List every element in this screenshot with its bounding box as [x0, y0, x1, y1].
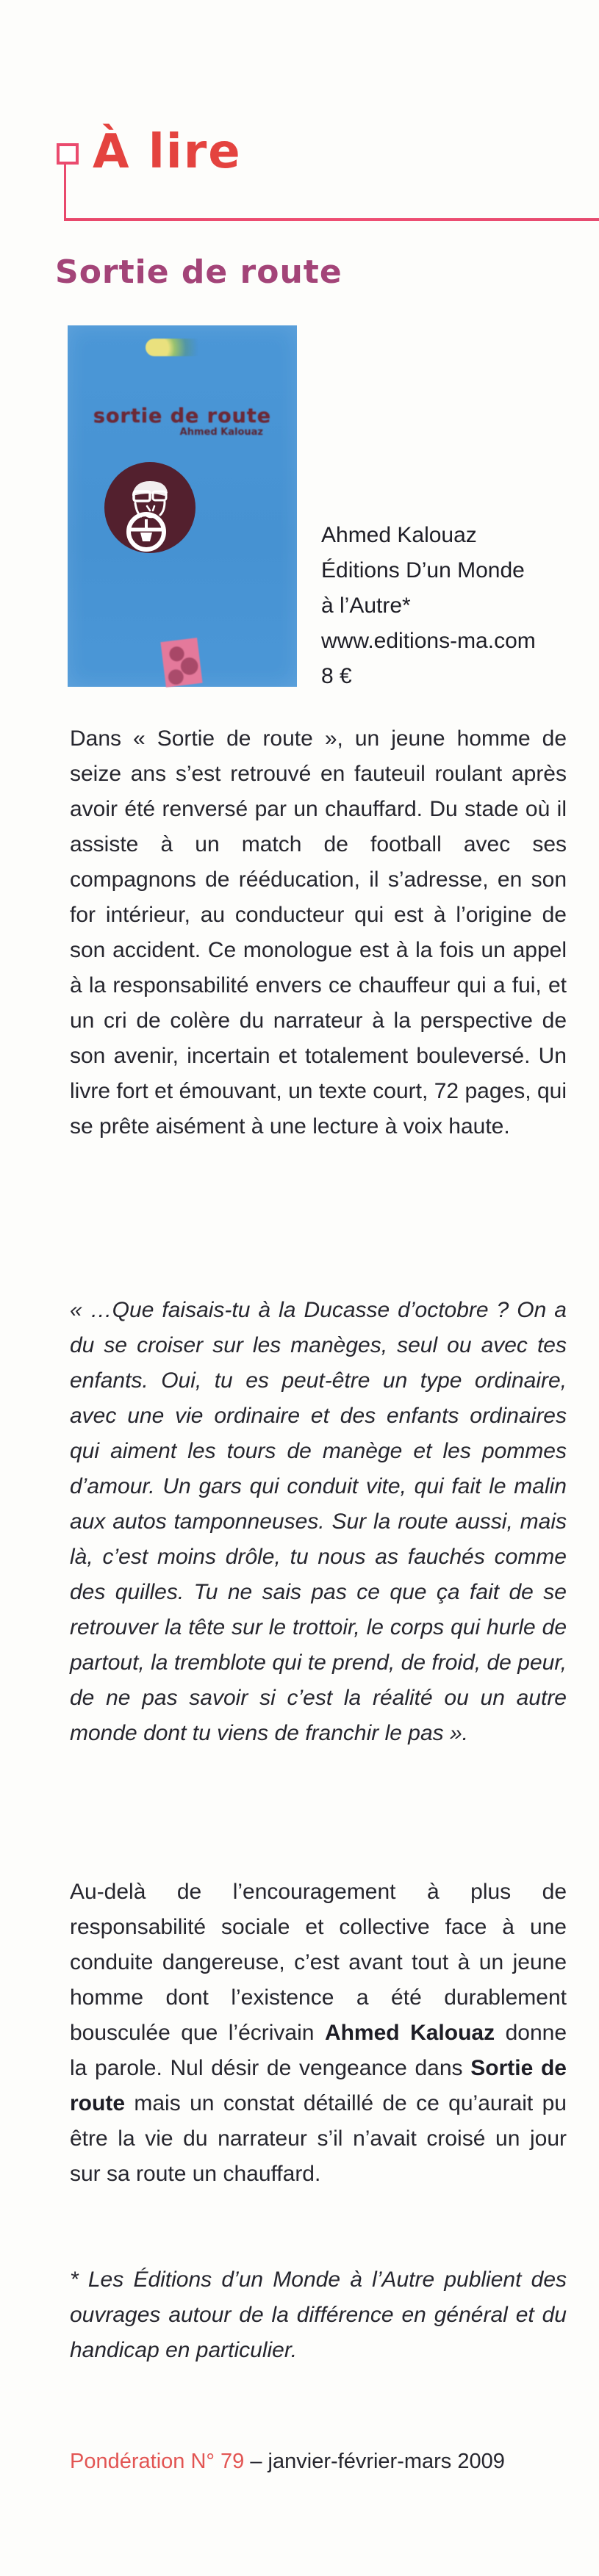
cover-title: sortie de route: [93, 405, 272, 427]
paragraph-3-tail: mais un constat détaillé de ce qu’aurait pu être la vie du narrateur s’il n’avait croisé un jour sur sa route un chauffard.: [70, 2091, 567, 2186]
paragraph-3: [70, 1875, 567, 2192]
section-rule-horizontal: [64, 218, 599, 221]
article-title: Sortie de route: [55, 253, 342, 291]
section-rule-vertical: [64, 162, 66, 220]
book-info-price: 8 €: [321, 664, 352, 688]
paragraph-1: Dans « Sortie de route », un jeune homme de seize ans s’est retrouvé en fauteuil roulant après avoir été renversé par un chauffard. Du stade où il assiste à un match de football avec ses compagnons de rééducation, il s’adresse, en son for intérieur, au conducteur qui est à l’origine de son accident. Ce monologue est à la fois un appel à la responsabilité envers ce chauffeur qui a fui, et un cri de colère du narrateur à la perspective de son avenir, incertain et totalement bouleversé. Un livre fort et émouvant, un texte court, 72 pages, qui se prête aisément à une lecture à voix haute.: [70, 726, 567, 1139]
footnote: * Les Éditions d’un Monde à l’Autre publient des ouvrages autour de la différence en général et du handicap en particulier.: [70, 2267, 567, 2362]
paragraph-3-author-bold: Ahmed Kalouaz: [324, 2021, 495, 2045]
paragraph-3-title-bold: Sortie de route: [70, 2056, 567, 2115]
book-info-publisher-line1: Éditions D’un Monde: [321, 558, 525, 582]
page-footer: [70, 2450, 505, 2474]
footer-magazine-name: Pondération N° 79: [70, 2450, 245, 2473]
footer-issue-date: – janvier-février-mars 2009: [244, 2450, 505, 2473]
paragraph-3-lead: Au-delà de l’encouragement à plus de responsabilité sociale et collective face à une conduite dangereuse, c’est avant tout à un jeune homme dont l’existence a été durablement bousculée que l’écrivain: [70, 1880, 567, 2045]
book-info-website: www.editions-ma.com: [321, 629, 536, 653]
face-steering-wheel-icon: [104, 462, 196, 553]
book-info-author: Ahmed Kalouaz: [321, 523, 477, 547]
section-marker-square: [57, 143, 79, 165]
book-cover: [68, 325, 297, 687]
publisher-logo-icon: [146, 339, 209, 356]
paragraph-quote: « …Que faisais-tu à la Ducasse d’octobre ? On a du se croiser sur les manèges, seul ou avec tes enfants. Oui, tu es peut-être un type ordinaire, avec une vie ordinaire et des enfants ordinaires qui aiment les tours de manège et les pommes d’amour. Un gars qui conduit vite, qui fait le malin aux autos tamponneuses. Sur la route aussi, mais là, c’est moins drôle, tu nous as fauchés comme des quilles. Tu ne sais pas ce que ça fait de se retrouver la tête sur le trottoir, le corps qui hurle de partout, la tremblote qui te prend, de froid, de peur, de ne pas savoir si c’est la réalité ou un autre monde dont tu viens de franchir le pas ».: [70, 1298, 567, 1745]
cover-illustration: [104, 462, 196, 553]
paragraph-3-mid: donne la parole. Nul désir de vengeance dans: [70, 2021, 567, 2080]
price-stamp: [160, 638, 202, 688]
cover-author: Ahmed Kalouaz: [179, 427, 263, 438]
book-info-publisher-line2: à l’Autre*: [321, 594, 411, 618]
section-title: À lire: [93, 125, 242, 179]
book-info: [321, 518, 586, 694]
